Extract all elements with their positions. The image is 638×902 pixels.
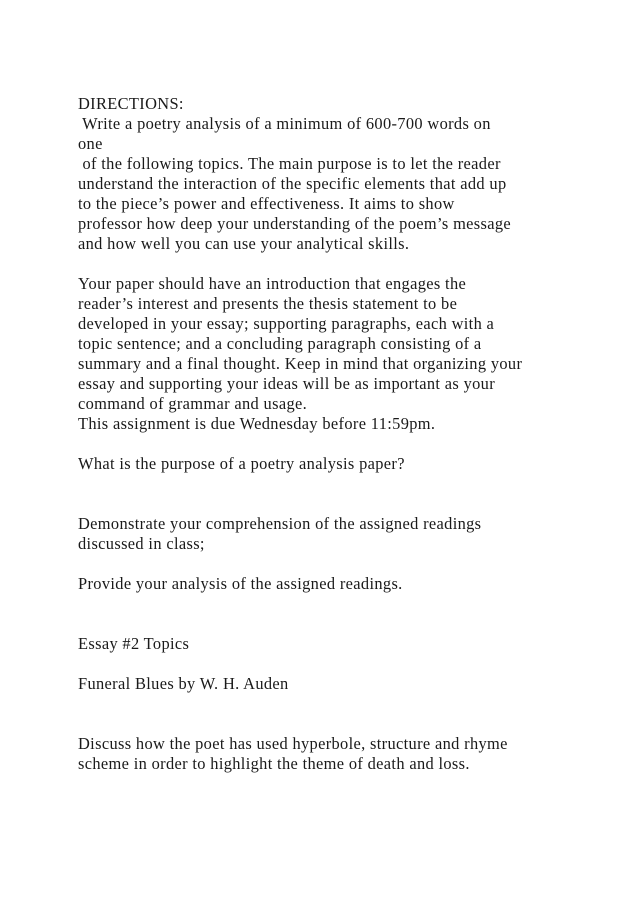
- topics-heading: Essay #2 Topics: [78, 634, 190, 653]
- paper-line: reader’s interest and presents the thesis statement to be: [78, 294, 458, 313]
- document-text: [78, 94, 578, 774]
- directions-paragraph: [78, 114, 578, 254]
- purpose-answer-1: [78, 514, 578, 554]
- poem-title: Funeral Blues by W. H. Auden: [78, 674, 289, 693]
- directions-line: understand the interaction of the specific elements that add up: [78, 174, 507, 193]
- directions-line: of the following topics. The main purpose is to let the reader: [78, 154, 501, 173]
- purpose-answer-line: discussed in class;: [78, 534, 205, 553]
- due-date-line: This assignment is due Wednesday before 11:59pm.: [78, 414, 436, 433]
- paper-structure-paragraph: [78, 274, 578, 434]
- directions-line: and how well you can use your analytical skills.: [78, 234, 410, 253]
- paper-line: developed in your essay; supporting paragraphs, each with a: [78, 314, 495, 333]
- topic-prompt: [78, 734, 578, 774]
- directions-line: professor how deep your understanding of the poem’s message: [78, 214, 512, 233]
- paper-line: topic sentence; and a concluding paragraph consisting of a: [78, 334, 482, 353]
- topic-prompt-line: scheme in order to highlight the theme of death and loss.: [78, 754, 470, 773]
- directions-line: to the piece’s power and effectiveness. It aims to show: [78, 194, 455, 213]
- purpose-answer-2: Provide your analysis of the assigned readings.: [78, 574, 403, 593]
- paper-line: command of grammar and usage.: [78, 394, 308, 413]
- purpose-question: What is the purpose of a poetry analysis paper?: [78, 454, 405, 473]
- paper-line: summary and a final thought. Keep in mind that organizing your: [78, 354, 523, 373]
- paper-line: Your paper should have an introduction that engages the: [78, 274, 467, 293]
- paper-line: essay and supporting your ideas will be as important as your: [78, 374, 496, 393]
- topic-prompt-line: Discuss how the poet has used hyperbole, structure and rhyme: [78, 734, 508, 753]
- directions-heading: DIRECTIONS:: [78, 94, 184, 113]
- directions-line: one: [78, 134, 103, 153]
- directions-line: Write a poetry analysis of a minimum of 600-700 words on: [78, 114, 491, 133]
- purpose-answer-line: Demonstrate your comprehension of the assigned readings: [78, 514, 482, 533]
